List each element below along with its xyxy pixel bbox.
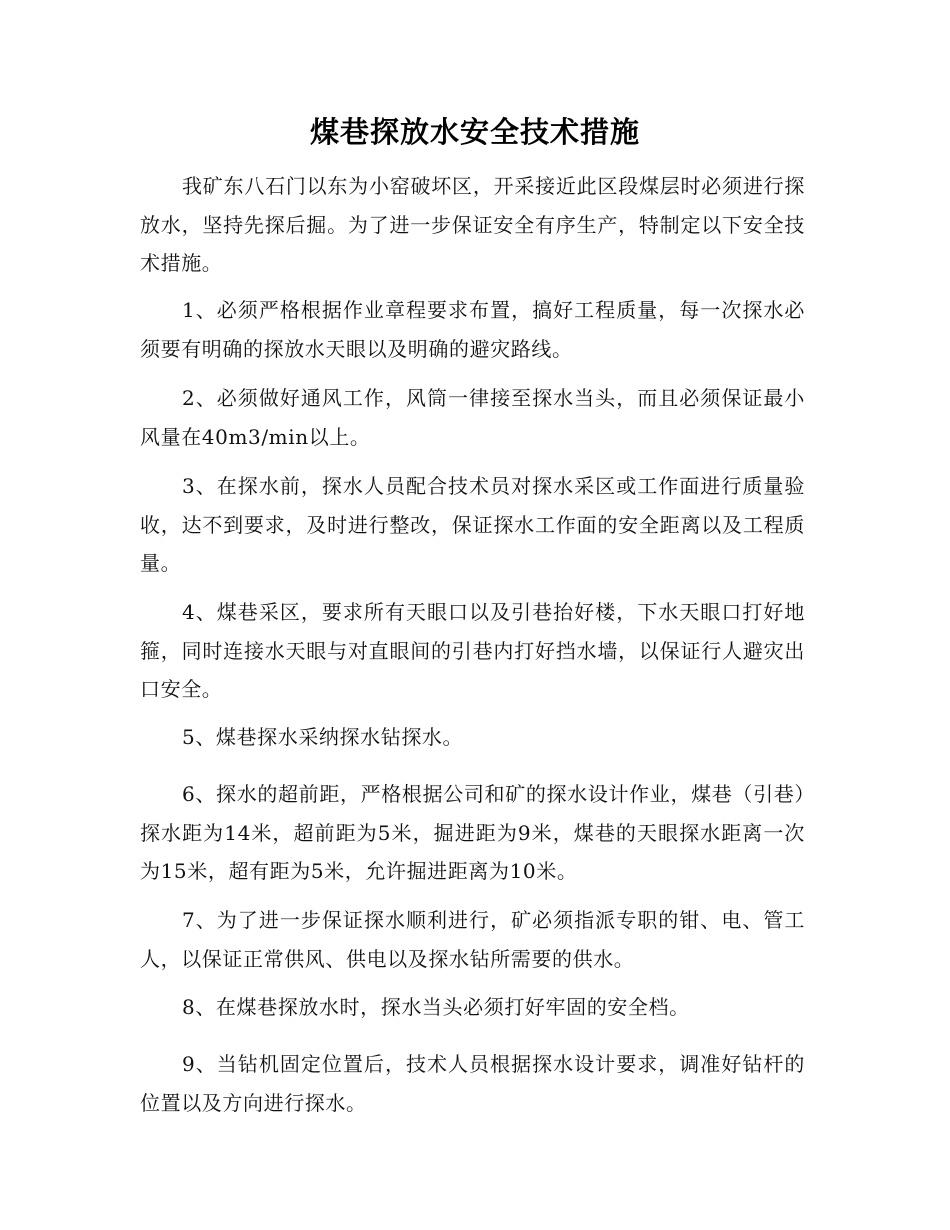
measure-paragraph-8: 8、在煤巷探放水时，探水当头必须打好牢固的安全档。 — [182, 995, 690, 1019]
measure-paragraph-1: 1、必须严格根据作业章程要求布置，搞好工程质量，每一次探水必须要有明确的探放水天眼以及明确的避灾路线。 — [140, 298, 805, 361]
measure-paragraph-7: 7、为了进一步保证探水顺利进行，矿必须指派专职的钳、电、管工人，以保证正常供风、供电以及探水钻所需要的供水。 — [140, 908, 805, 971]
measure-paragraph-2: 2、必须做好通风工作，风筒一律接至探水当头，而且必须保证最小风量在40m3/min以上。 — [140, 386, 805, 449]
measure-paragraph-3: 3、在探水前，探水人员配合技术员对探水采区或工作面进行质量验收，达不到要求，及时进行整改，保证探水工作面的安全距离以及工程质量。 — [140, 474, 805, 575]
document-title: 煤巷探放水安全技术措施 — [309, 115, 640, 149]
intro-paragraph: 我矿东八石门以东为小窑破坏区，开采接近此区段煤层时必须进行探放水，坚持先探后掘。为了进一步保证安全有序生产，特制定以下安全技术措施。 — [140, 174, 805, 275]
measure-paragraph-5: 5、煤巷探水采纳探水钻探水。 — [182, 725, 464, 749]
measure-paragraph-4: 4、煤巷采区，要求所有天眼口以及引巷抬好楼，下水天眼口打好地箍，同时连接水天眼与对直眼间的引巷内打好挡水墙，以保证行人避灾出口安全。 — [140, 600, 805, 701]
measure-paragraph-6: 6、探水的超前距，严格根据公司和矿的探水设计作业，煤巷（引巷）探水距为14米，超前距为5米，掘进距为9米，煤巷的天眼探水距离一次为15米，超有距为5米，允许掘进距离为10米。 — [140, 782, 805, 883]
measure-paragraph-9: 9、当钻机固定位置后，技术人员根据探水设计要求，调准好钻杆的位置以及方向进行探水。 — [140, 1052, 805, 1115]
